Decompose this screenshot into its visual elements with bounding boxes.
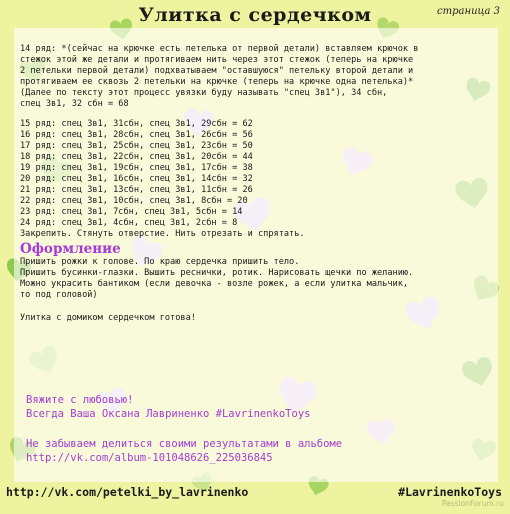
- footer-hashtag: #LavrinenkoToys: [398, 485, 502, 499]
- close-note: Закрепить. Стянуть отверстие. Нить отрезать и спрятать.: [20, 228, 305, 239]
- finishing-instructions: Пришить рожки к голове. По краю сердечка пришить тело. Пришить бусинки-глазки. Вышить реснички, ротик. Нарисовать щечки по желанию. Можно украсить бантиком (если девочка - возле рожек, а если улитка мальчик, то под головой): [20, 257, 414, 301]
- page-title: Улитка с сердечком: [138, 4, 372, 26]
- row-21: 21 ряд: спец 3в1, 13сбн, спец 3в1, 11сбн = 26: [20, 184, 253, 195]
- row-18: 18 ряд: спец 3в1, 22сбн, спец 3в1, 20сбн = 44: [20, 152, 253, 163]
- signoff: [26, 393, 310, 421]
- row-17: 17 ряд: спец 3в1, 25сбн, спец 3в1, 23сбн = 50: [20, 141, 253, 152]
- done-note: Улитка с домиком сердечком готова!: [20, 313, 196, 324]
- section-heading: Оформление: [20, 241, 121, 258]
- row-24: 24 ряд: спец 3в1, 4сбн, спец 3в1, 2сбн = 8: [20, 217, 238, 228]
- row-19: 19 ряд: спец 3в1, 19сбн, спец 3в1, 17сбн = 38: [20, 163, 253, 174]
- row-23: 23 ряд: спец 3в1, 7сбн, спец 3в1, 5сбн = 14: [20, 206, 243, 217]
- row-22: 22 ряд: спец 3в1, 10сбн, спец 3в1, 8сбн = 20: [20, 195, 248, 206]
- pattern-text: [20, 44, 492, 324]
- row-list: [20, 119, 492, 228]
- watermark: PassionForum.ru: [441, 499, 504, 508]
- signoff-line-2: Всегда Ваша Оксана Лавриненко #LavrinenkoToys: [26, 408, 311, 420]
- signoff-line-1: Вяжите с любовью!: [26, 394, 134, 406]
- share-note: [26, 437, 342, 465]
- row-14-instructions: 14 ряд: *(сейчас на крючке есть петелька от первой детали) вставляем крючок в стежок этой же детали и протягиваем нить через этот стежок (теперь на крючке 2 петельки первой детали) подхватываем "оставшуюся" петельку второй детали и протягиваем ее сквозь 2 петельки на крючке (теперь на крючке одна петелька)* (Далее по тексту этот процесс увязки буду называть "спец 3в1"), 34 сбн, спец 3в1, 32 сбн = 68: [20, 44, 419, 109]
- album-link[interactable]: http://vk.com/album-101048626_225036845: [26, 452, 273, 464]
- row-15: 15 ряд: спец 3в1, 31сбн, спец 3в1, 29сбн = 62: [20, 119, 253, 130]
- footer-link[interactable]: http://vk.com/petelki_by_lavrinenko: [6, 485, 249, 499]
- row-16: 16 ряд: спец 3в1, 28сбн, спец 3в1, 26сбн = 56: [20, 130, 253, 141]
- row-20: 20 ряд: спец 3в1, 16сбн, спец 3в1, 14сбн = 32: [20, 173, 253, 184]
- share-line-1: Не забываем делиться своими результатами в альбоме: [26, 438, 343, 450]
- page-number: страница 3: [437, 6, 500, 17]
